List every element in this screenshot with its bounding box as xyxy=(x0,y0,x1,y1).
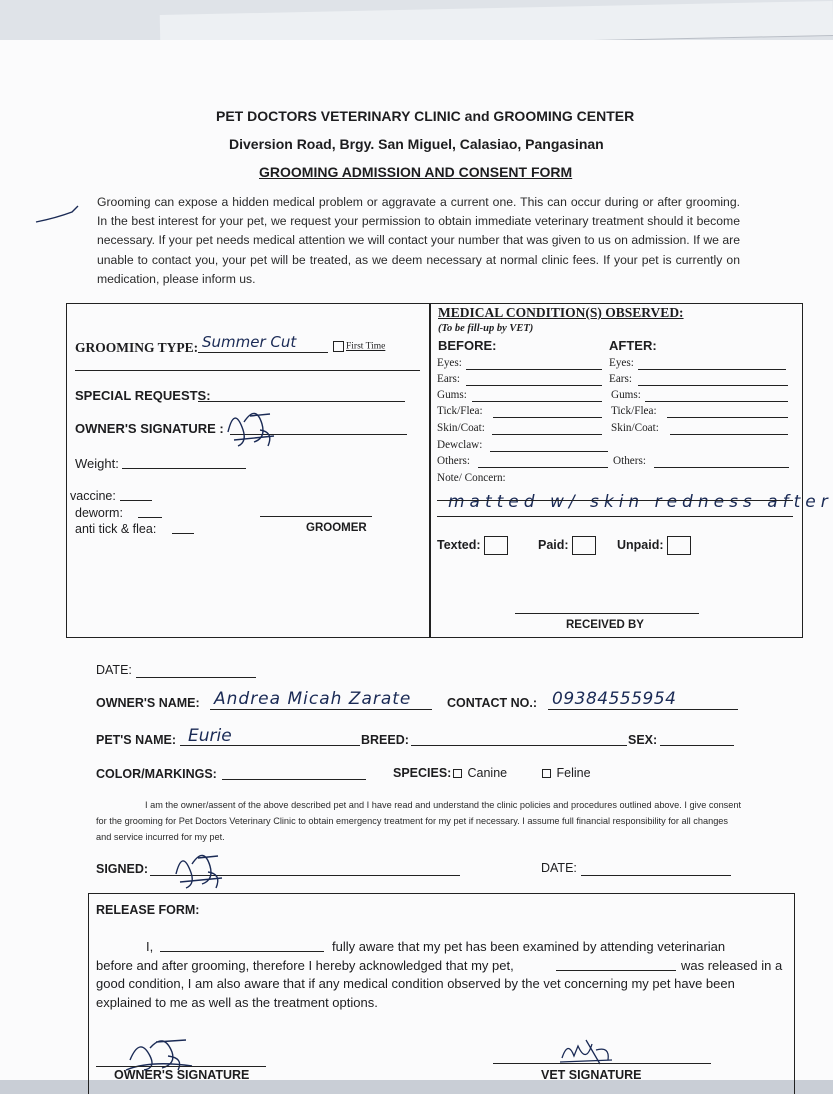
medical-title: MEDICAL CONDITION(S) OBSERVED: xyxy=(438,305,684,320)
after-skin-label: Skin/Coat: xyxy=(611,422,659,434)
groomer-line xyxy=(260,516,372,517)
sex-label: SEX: xyxy=(628,733,658,747)
sex-line xyxy=(660,745,734,746)
after-ears-label: Ears: xyxy=(609,373,632,385)
owner-signature-label: OWNER'S SIGNATURE : xyxy=(75,421,224,436)
before-ears-label: Ears: xyxy=(437,373,460,385)
canine-option[interactable] xyxy=(453,766,507,780)
received-by-label: RECEIVED BY xyxy=(566,619,644,631)
unpaid-box-icon xyxy=(667,536,691,555)
paid-field[interactable] xyxy=(538,536,596,555)
release-name-line xyxy=(160,951,324,952)
release-text-2a: before and after grooming, therefore I hereby acknowledged that my pet, xyxy=(96,958,514,973)
date2-label: DATE: xyxy=(541,861,577,875)
feline-label: Feline xyxy=(556,766,591,780)
before-dewclaw-label: Dewclaw: xyxy=(437,439,483,451)
medical-subtitle: (To be fill-up by VET) xyxy=(438,323,534,334)
after-tick-line xyxy=(667,417,788,418)
note-label: Note/ Concern: xyxy=(437,472,506,484)
date2-line xyxy=(581,875,731,876)
owner-release-line xyxy=(96,1066,266,1067)
check-mark-icon xyxy=(34,200,82,226)
release-title: RELEASE FORM: xyxy=(96,903,200,917)
after-others-label: Others: xyxy=(613,455,646,467)
date-line xyxy=(136,677,256,678)
signed-label: SIGNED: xyxy=(96,862,149,876)
clinic-name: PET DOCTORS VETERINARY CLINIC and GROOMING CENTER xyxy=(216,108,635,124)
after-ears-line xyxy=(638,385,788,386)
owner-signature-image xyxy=(220,402,280,454)
paid-box-icon xyxy=(572,536,596,555)
owner-name-value[interactable]: Andrea Micah Zarate xyxy=(214,689,412,709)
pet-name-label: PET'S NAME: xyxy=(96,733,177,747)
note-line-2 xyxy=(437,516,793,517)
vaccine-line xyxy=(120,500,152,501)
release-i-label: I, xyxy=(146,939,154,954)
owner-name-label: OWNER'S NAME: xyxy=(96,696,200,710)
contact-line xyxy=(548,709,738,710)
after-label: AFTER: xyxy=(609,338,657,353)
release-text-4: explained to me as well as the treatment options. xyxy=(96,995,378,1010)
first-time-box-icon xyxy=(333,341,344,352)
texted-label: Texted: xyxy=(437,537,481,552)
received-by-line xyxy=(515,613,699,614)
grooming-type-line xyxy=(198,352,328,353)
before-skin-label: Skin/Coat: xyxy=(437,422,485,434)
before-tick-line xyxy=(493,417,602,418)
after-skin-line xyxy=(670,434,788,435)
first-time-checkbox[interactable] xyxy=(333,341,385,352)
clinic-address: Diversion Road, Brgy. San Miguel, Calasiao, Pangasinan xyxy=(229,136,604,152)
release-text-1: fully aware that my pet has been examined by attending veterinarian xyxy=(332,939,726,954)
special-requests-label: SPECIAL REQUESTS: xyxy=(75,388,211,403)
vaccine-label: vaccine: xyxy=(70,489,116,503)
weight-line xyxy=(122,468,246,469)
feline-box-icon xyxy=(542,769,551,778)
after-gums-line xyxy=(645,401,788,402)
form-title: GROOMING ADMISSION AND CONSENT FORM xyxy=(259,164,573,180)
texted-field[interactable] xyxy=(437,536,508,555)
before-tick-label: Tick/Flea: xyxy=(437,405,483,417)
paid-label: Paid: xyxy=(538,537,569,552)
release-text-3: good condition, I am also aware that if any medical condition observed by the vet concerning my pet have been xyxy=(96,976,735,991)
before-gums-label: Gums: xyxy=(437,389,467,401)
vet-signature-label: VET SIGNATURE xyxy=(541,1068,642,1082)
before-dewclaw-line xyxy=(490,451,608,452)
vet-signature-image xyxy=(556,1036,616,1070)
consent-text: I am the owner/assent of the above described pet and I have read and understand the clinic policies and procedures outlined above. I give consent for the grooming for Pet Doctors Veterinary Clinic to obtain emergency treatment for my pet if necessary. I assume full financial responsibility for all changes and service incurred for my pet. xyxy=(96,800,742,842)
owner-release-signature-label: OWNER'S SIGNATURE xyxy=(114,1068,250,1082)
deworm-line xyxy=(138,517,162,518)
after-tick-label: Tick/Flea: xyxy=(611,405,657,417)
consent-paragraph xyxy=(96,797,742,845)
deworm-label: deworm: xyxy=(75,506,123,520)
weight-label: Weight: xyxy=(75,456,119,471)
grooming-extra-line xyxy=(75,370,420,371)
feline-option[interactable] xyxy=(542,766,591,780)
before-eyes-line xyxy=(466,369,602,370)
before-label: BEFORE: xyxy=(438,338,497,353)
grooming-type-value[interactable]: Summer Cut xyxy=(202,333,297,351)
intro-paragraph: Grooming can expose a hidden medical problem or aggravate a current one. This can occur during or after grooming. In the best interest for your pet, we request your permission to obtain immediate veterinary treatment should it become necessary. If your pet needs medical attention we will contact your number that was given to us on admission. If we are unable to contact you, your pet will be treated, as we deem necessary at normal clinic fees. If your pet is currently on medication, please inform us. xyxy=(97,195,740,286)
owner-name-line xyxy=(210,709,432,710)
first-time-label: First Time xyxy=(346,341,386,352)
note-line-1 xyxy=(437,500,793,501)
before-gums-line xyxy=(472,401,602,402)
before-others-label: Others: xyxy=(437,455,470,467)
date-label: DATE: xyxy=(96,663,132,677)
canine-label: Canine xyxy=(467,766,508,780)
canine-box-icon xyxy=(453,769,462,778)
breed-line xyxy=(411,745,627,746)
release-text-2b: was released in a xyxy=(681,958,783,973)
after-others-line xyxy=(654,467,789,468)
before-skin-line xyxy=(492,434,602,435)
breed-label: BREED: xyxy=(361,733,409,747)
anti-tick-label: anti tick & flea: xyxy=(75,522,157,536)
signed-signature-image xyxy=(168,846,228,894)
texted-box-icon xyxy=(484,536,508,555)
anti-tick-line xyxy=(172,533,194,534)
vet-release-line xyxy=(493,1063,711,1064)
pet-name-value[interactable]: Eurie xyxy=(188,726,232,746)
contact-label: CONTACT NO.: xyxy=(447,696,538,710)
species-label: SPECIES: xyxy=(393,766,452,780)
pet-name-line xyxy=(180,745,360,746)
groomer-label: GROOMER xyxy=(306,522,367,534)
unpaid-field[interactable] xyxy=(617,536,691,555)
grooming-type-label: GROOMING TYPE: xyxy=(75,340,199,355)
after-eyes-line xyxy=(638,369,786,370)
medical-box xyxy=(429,303,803,638)
unpaid-label: Unpaid: xyxy=(617,537,664,552)
color-line xyxy=(222,779,366,780)
release-pet-line xyxy=(556,970,676,971)
before-eyes-label: Eyes: xyxy=(437,357,462,369)
after-gums-label: Gums: xyxy=(611,389,641,401)
contact-value[interactable]: 09384555954 xyxy=(552,689,677,709)
before-ears-line xyxy=(466,385,602,386)
note-value[interactable]: matted w/ skin redness after xyxy=(448,492,833,512)
before-others-line xyxy=(478,467,608,468)
color-label: COLOR/MARKINGS: xyxy=(96,767,217,781)
after-eyes-label: Eyes: xyxy=(609,357,634,369)
